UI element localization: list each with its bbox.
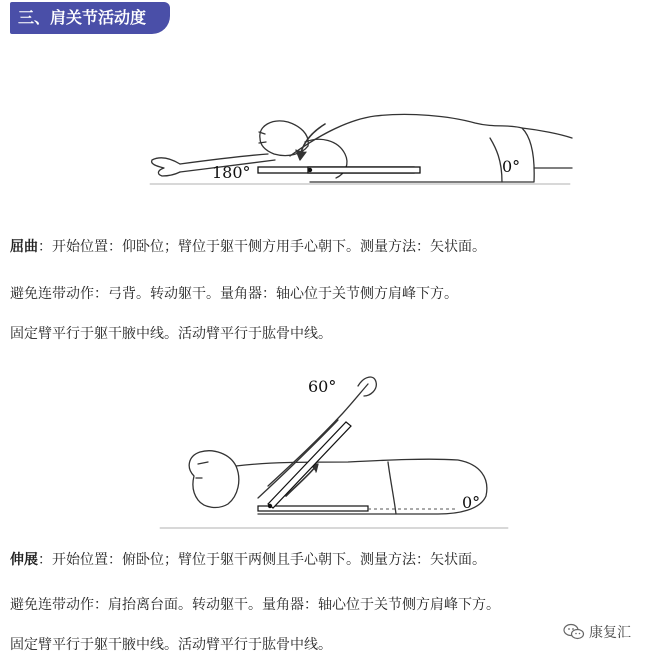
wechat-icon [563, 623, 585, 641]
flexion-illustration [140, 98, 580, 202]
extension-line-3: 固定臂平行于躯干腋中线。活动臂平行于肱骨中线。 [10, 637, 332, 653]
extension-start-angle: 60° [308, 377, 337, 396]
extension-end-angle: 0° [462, 493, 481, 512]
flexion-end-angle: 0° [502, 157, 521, 176]
watermark-text: 康复汇 [589, 625, 631, 641]
extension-illustration [158, 368, 510, 538]
extension-line-2: 避免连带动作：肩抬离台面。转动躯干。量角器：轴心位于关节侧方肩峰下方。 [10, 597, 500, 613]
section-title: 三、肩关节活动度 [18, 8, 147, 27]
extension-line-1: 伸展：开始位置：俯卧位；臂位于躯干两侧且手心朝下。测量方法：矢状面。 [10, 552, 486, 568]
flexion-line-1: 屈曲：开始位置：仰卧位；臂位于躯干侧方用手心朝下。测量方法：矢状面。 [10, 239, 486, 255]
flexion-term: 屈曲 [10, 239, 38, 255]
extension-term: 伸展 [10, 552, 38, 568]
flexion-line-2: 避免连带动作：弓背。转动躯干。量角器：轴心位于关节侧方肩峰下方。 [10, 286, 458, 302]
watermark [563, 622, 663, 642]
section-header [10, 2, 170, 34]
flexion-start-angle: 180° [212, 163, 251, 182]
flexion-line-3: 固定臂平行于躯干腋中线。活动臂平行于肱骨中线。 [10, 326, 332, 342]
